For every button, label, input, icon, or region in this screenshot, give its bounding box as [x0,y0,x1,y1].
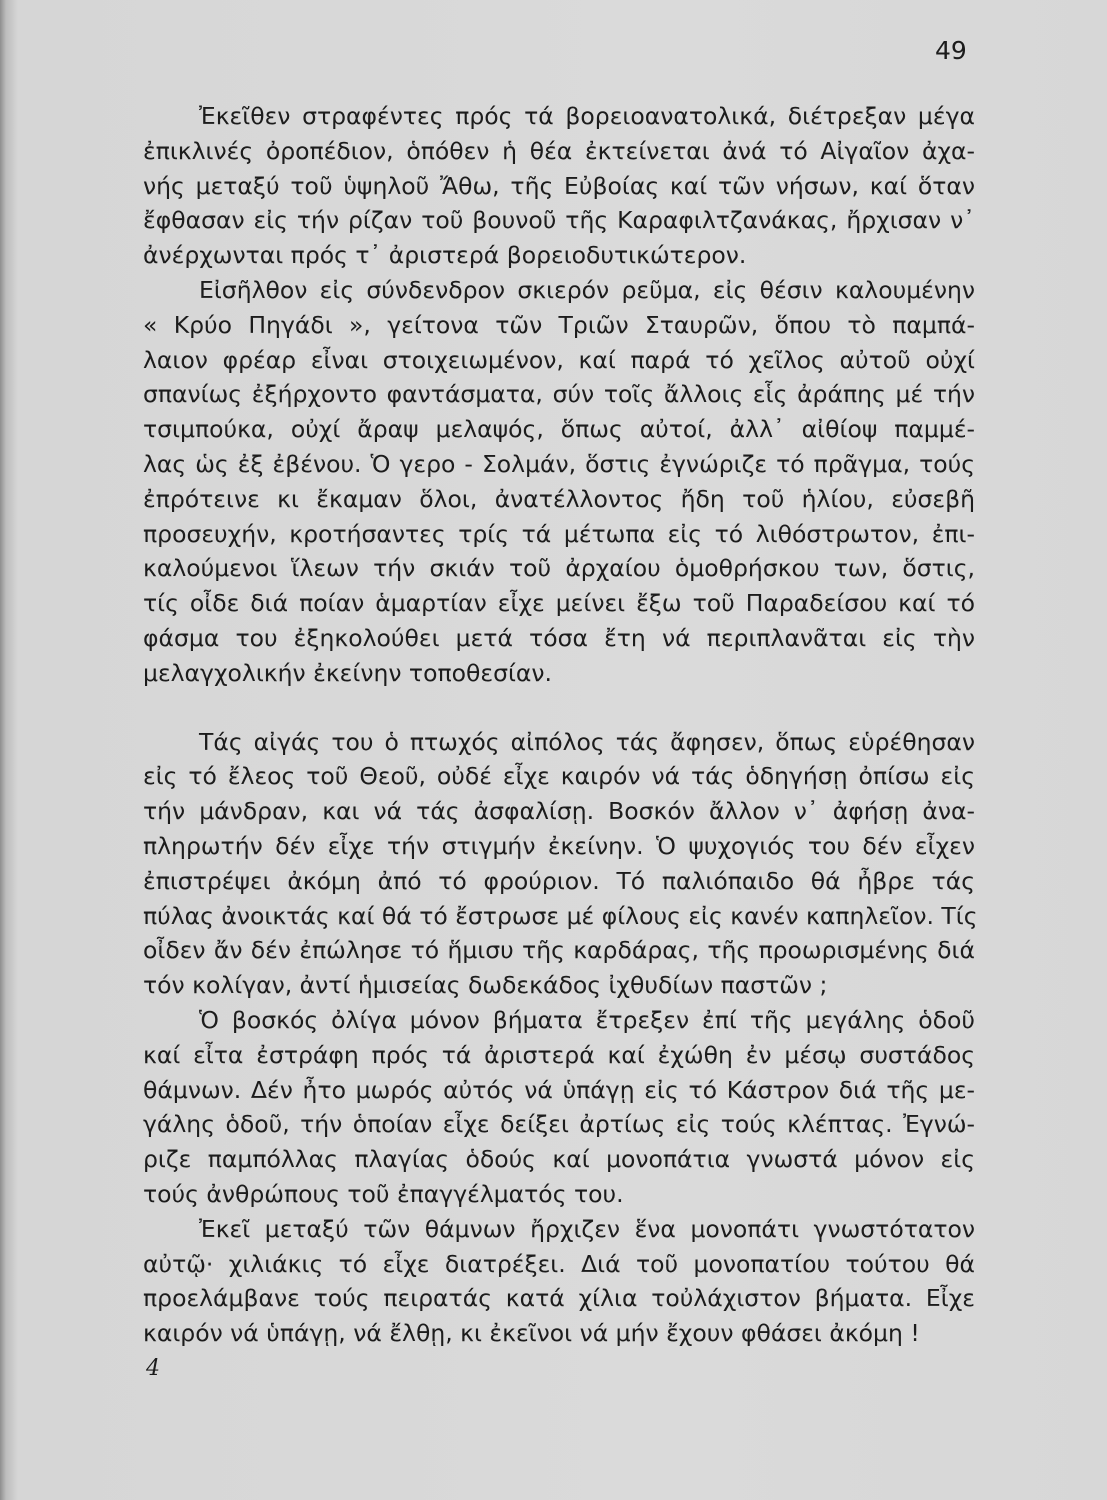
text-line: καλούμενοι ἵλεων τήν σκιάν τοῦ ἀρχαίου ὁμοθρήσκου των, ὅστις, [143,554,975,583]
page-number: 49 [935,36,967,65]
text-line: ριζε παμπόλλας πλαγίας ὁδούς καί μονοπάτια γνωστά μόνον εἰς [143,1145,975,1174]
text-line: εἰς τό ἔλεος τοῦ Θεοῦ, οὐδέ εἶχε καιρόν νά τάς ὁδηγήσῃ ὀπίσω εἰς [143,762,975,791]
text-line: θάμνων. Δέν ἦτο μωρός αὐτός νά ὑπάγῃ εἰς τό Κάστρον διά τῆς με- [143,1075,975,1104]
text-line: ἐπικλινές ὀροπέδιον, ὁπόθεν ἡ θέα ἐκτείνεται ἀνά τό Αἰγαῖον ἀχα- [143,136,975,165]
text-line: Ἐκεῖθεν στραφέντες πρός τά βορειοανατολικά, διέτρεξαν μέγα [199,102,975,130]
text-line: σπανίως ἐξήρχοντο φαντάσματα, σύν τοῖς ἄλλοις εἷς ἀράπης μέ τήν [143,380,975,409]
paragraph [143,273,975,691]
paragraph [143,1003,975,1212]
text-line: μελαγχολικήν ἐκείνην τοποθεσίαν. [143,658,553,687]
text-line: πύλας ἀνοικτάς καί θά τό ἔστρωσε μέ φίλους εἰς κανέν καπηλεῖον. Τίς [143,901,978,930]
paragraph [143,1212,975,1351]
text-line: Εἰσῆλθον εἰς σύνδενδρον σκιερόν ρεῦμα, εἰς θέσιν καλουμένην [199,275,975,304]
text-line: καιρόν νά ὑπάγῃ, νά ἔλθῃ, κι ἐκεῖνοι νά μήν ἔχουν φθάσει ἀκόμη ! [143,1319,920,1348]
text-line: πληρωτήν δέν εἶχε τήν στιγμήν ἐκείνην. Ὁ ψυχογιός του δέν εἶχεν [143,831,975,860]
text-line: καί εἶτα ἐστράφη πρός τά ἀριστερά καί ἐχώθη ἐν μέσῳ συστάδος [143,1040,975,1069]
text-line: « Κρύο Πηγάδι », γείτονα τῶν Τριῶν Σταυρῶν, ὅπου τὸ παμπά- [143,310,975,339]
paragraph [143,725,978,1003]
text-line: ἐπρότεινε κι ἔκαμαν ὅλοι, ἀνατέλλοντος ἤδη τοῦ ἡλίου, εὐσεβῆ [143,484,975,513]
text-line: προελάμβανε τούς πειρατάς κατά χίλια τοὐλάχιστον βήματα. Εἶχε [143,1284,975,1313]
text-line: φάσμα του ἐξηκολούθει μετά τόσα ἔτη νά περιπλανᾶται εἰς τὴν [143,623,975,652]
text-line: τόν κολίγαν, ἀντί ἡμισείας δωδεκάδος ἰχθυδίων παστῶν ; [143,971,828,1000]
text-line: Ἐκεῖ μεταξύ τῶν θάμνων ἤρχιζεν ἕνα μονοπάτι γνωστότατον [199,1214,975,1243]
text-line: προσευχήν, κροτήσαντες τρίς τά μέτωπα εἰς τό λιθόστρωτον, ἐπι- [143,519,975,548]
text-line: λαιον φρέαρ εἶναι στοιχειωμένον, καί παρά τό χεῖλος αὐτοῦ οὐχί [143,345,975,374]
body-text [143,99,978,1351]
text-line: ἀνέρχωνται πρός τ᾽ ἀριστερά βορειοδυτικώτερον. [143,241,747,270]
text-line: νής μεταξύ τοῦ ὑψηλοῦ Ἄθω, τῆς Εὐβοίας καί τῶν νήσων, καί ὅταν [143,171,975,200]
text-line: τίς οἶδε διά ποίαν ἁμαρτίαν εἶχε μείνει ἔξω τοῦ Παραδείσου καί τό [143,589,975,618]
text-line: ἔφθασαν εἰς τήν ρίζαν τοῦ βουνοῦ τῆς Καραφιλτζανάκας, ἤρχισαν ν᾽ [143,206,975,235]
text-line: ἐπιστρέψει ἀκόμη ἀπό τό φρούριον. Τό παλιόπαιδο θά ἦβρε τάς [143,866,975,895]
text-line: Τάς αἰγάς του ὁ πτωχός αἰπόλος τάς ἄφησεν, ὅπως εὑρέθησαν [199,727,975,756]
text-line: τούς ἀνθρώπους τοῦ ἐπαγγέλματός του. [143,1179,624,1208]
text-line: γάλης ὁδοῦ, τήν ὁποίαν εἶχε δείξει ἀρτίως εἰς τούς κλέπτας. Ἐγνώ- [143,1110,975,1139]
text-line: οἶδεν ἄν δέν ἐπώλησε τό ἥμισυ τῆς καρδάρας, τῆς προωρισμένης διά [143,936,975,965]
text-line: τσιμπούκα, οὐχί ἄραψ μελαψός, ὅπως αὐτοί, ἀλλ᾽ αἰθίοψ παμμέ- [143,415,975,444]
paragraph [143,99,975,273]
text-line: λας ὡς ἐξ ἐβένου. Ὁ γερο - Σολμάν, ὅστις ἐγνώριζε τό πρᾶγμα, τούς [143,449,975,478]
text-line: Ὁ βοσκός ὀλίγα μόνον βήματα ἔτρεξεν ἐπί τῆς μεγάλης ὁδοῦ [199,1005,975,1034]
text-line: αὐτῷ· χιλιάκις τό εἶχε διατρέξει. Διά τοῦ μονοπατίου τούτου θά [143,1249,975,1278]
signature-mark: 4 [146,1356,160,1381]
text-line: τήν μάνδραν, και νά τάς ἀσφαλίσῃ. Βοσκόν ἄλλον ν᾽ ἀφήσῃ ἀνα- [143,797,975,826]
